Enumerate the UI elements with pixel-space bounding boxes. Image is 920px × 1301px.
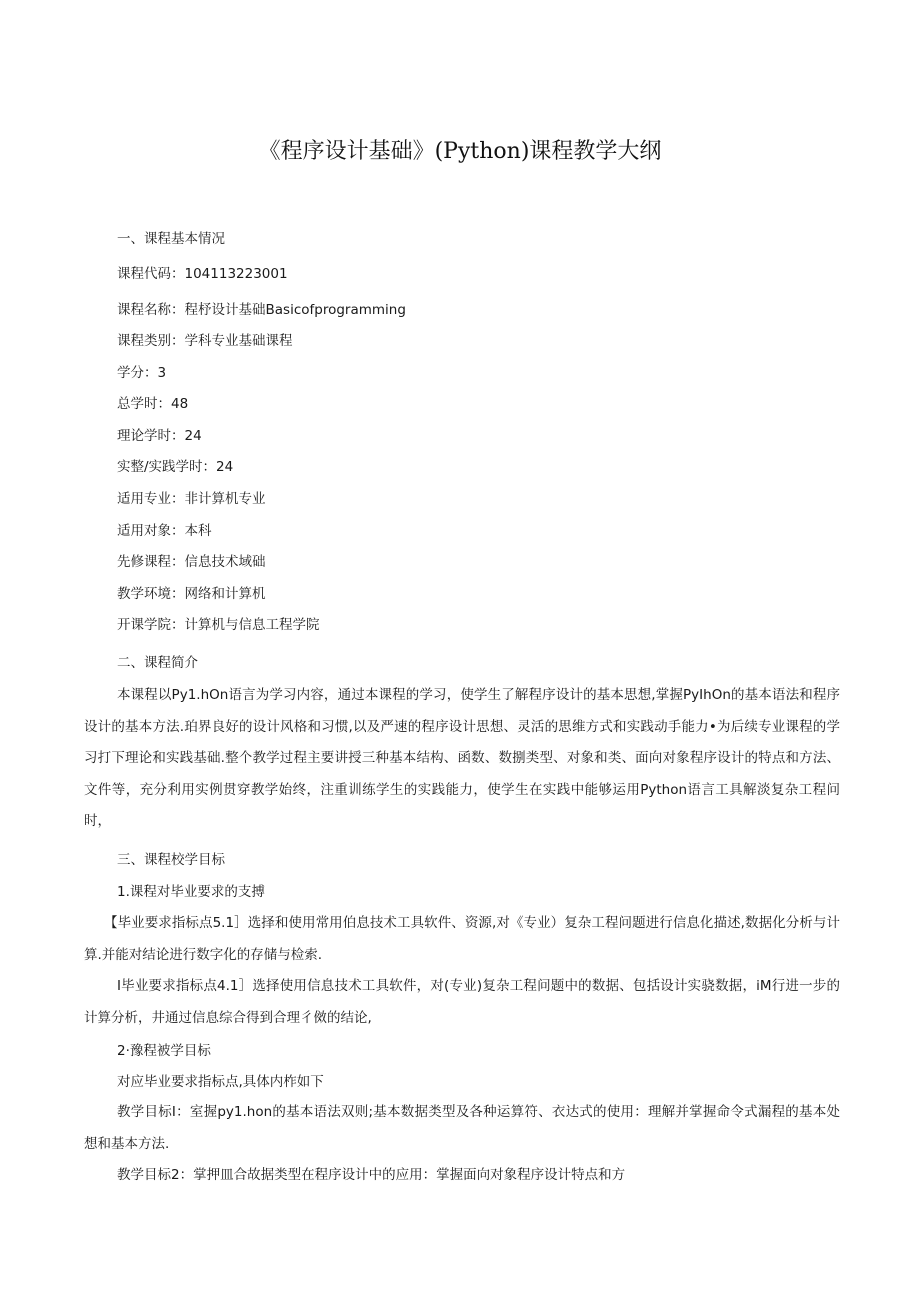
document-title: 《程序设计基础》(Python)课程教学大纲 [258,139,662,164]
field-theory-hours: 理论学时：24 [117,428,202,444]
section-heading-introduction: 二、课程简介 [117,655,198,671]
graduation-requirement-5-1: 【毕业要求指标点5.1］选择和使用常用伯息技术工具软件、资源,对《专业）复杂工程问题进行信息化描述,数据化分析与计算.并能对结论进行数字化的存储与检索. [84,915,840,963]
field-applicable-major: 适用专业：非计算机专业 [117,491,266,507]
field-target-students: 适用对象：本科 [117,523,212,539]
field-prerequisite: 先修课程：信息技术域础 [117,554,266,570]
field-total-hours: 总学时：48 [117,396,189,412]
field-offering-college: 开课学院：计算机与信息工程学院 [117,617,320,633]
section-heading-teaching-goals: 三、课程校学目标 [117,852,225,868]
field-course-name: 课程名称：程杼设计基础Basicofprogramming [117,302,406,318]
section-heading-basic-info: 一、课程基本情况 [117,231,225,247]
field-course-code: 课程代码：104113223001 [117,266,288,282]
field-credits: 学分：3 [117,365,167,381]
field-practice-hours: 实整/实践学时：24 [117,459,234,475]
course-goals-intro: 对应毕业要求指标点,具体内柞如下 [117,1074,324,1090]
course-introduction-paragraph: 本课程以Py1.hOn语言为学习内容，通过本课程的学习，使学生了解程序设计的基本思想,掌握PyIhOn的基本语法和程序设计的基本方法.珀界良好的设计风格和习惯,以及严速的程序设计思想、灵活的思维方式和实践动手能力•为后续专业课程的学习打下理论和实践基础.整个教学过程主要讲授三种基本结构、函数、数捌类型、对象和类、面向对象程序设计的特点和方法、文件等，充分利用实例贯穿教学始终，注重训练学生的实践能力，使学生在实践中能够运用Python语言工具解淡复杂工程问时， [84,687,840,830]
field-teaching-environment: 教学环境：网络和计算机 [117,586,266,602]
subheading-graduation-support: 1.课程对毕业要求的支搏 [117,884,265,900]
graduation-requirement-4-1: I毕业要求指标点4.1］选择使用信息技术工具软件，对(专业)复杂工程问题中的数据、包括设计实骁数据，iM行进一步的计算分析，井通过信息综合得到合理彳傚的结论, [84,978,840,1026]
subheading-course-goals: 2·豫程被学目标 [117,1043,211,1059]
teaching-goal-1: 教学目标I：室握py1.hon的基本语法双则;基本数据类型及各种运算符、衣达式的使用：理解并掌握命令式漏程的基本处想和基本方法. [84,1104,840,1152]
field-course-category: 课程类别：学科专业基础课程 [117,333,293,349]
teaching-goal-2: 教学目标2：掌押皿合故据类型在程序设计中的应用：掌握面向对象程序设计特点和方 [117,1167,626,1183]
